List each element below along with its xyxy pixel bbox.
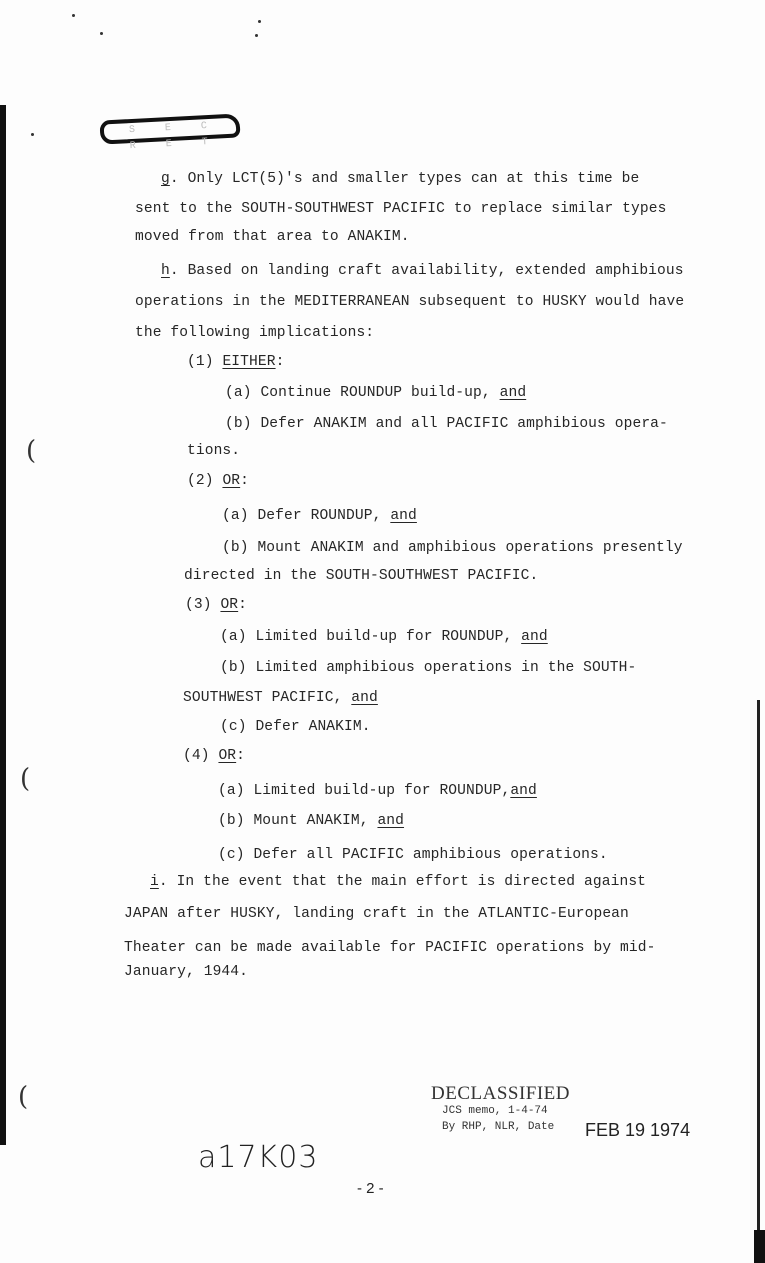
- scan-speck: [31, 133, 34, 136]
- option-1b-continued: tions.: [187, 443, 241, 459]
- scan-edge-left: [0, 105, 6, 1145]
- option-4-heading: (4) OR:: [183, 748, 246, 764]
- paragraph-i-line-2: JAPAN after HUSKY, landing craft in the ATLANTIC-European: [124, 906, 629, 922]
- paragraph-i-line-3: Theater can be made available for PACIFIC operations by mid-: [124, 940, 656, 956]
- paragraph-g-line-1: g. Only LCT(5)'s and smaller types can at this time be: [161, 171, 640, 187]
- scan-speck: [255, 34, 258, 37]
- paragraph-i-line-4: January, 1944.: [124, 964, 249, 980]
- option-1a: (a) Continue ROUNDUP build-up, and: [225, 385, 527, 401]
- scan-speck: [72, 14, 75, 17]
- page-number: - 2 -: [357, 1180, 384, 1197]
- declassified-by: By RHP, NLR, Date: [442, 1121, 555, 1133]
- scan-speck: [258, 20, 261, 23]
- option-2a: (a) Defer ROUNDUP, and: [222, 508, 417, 524]
- option-3-heading: (3) OR:: [185, 597, 248, 613]
- punch-hole-mark: (: [20, 764, 31, 794]
- option-4b: (b) Mount ANAKIM, and: [218, 813, 405, 829]
- paragraph-h-line-3: the following implications:: [135, 325, 375, 341]
- scan-edge-corner: [754, 1230, 765, 1263]
- scan-edge-right: [757, 700, 760, 1230]
- option-2b-continued: directed in the SOUTH-SOUTHWEST PACIFIC.: [184, 568, 539, 584]
- declassified-authority: JCS memo, 1-4-74: [442, 1105, 548, 1117]
- scan-speck: [100, 32, 103, 35]
- option-2-heading: (2) OR:: [187, 473, 250, 489]
- option-3a: (a) Limited build-up for ROUNDUP, and: [220, 629, 548, 645]
- paragraph-marker: g: [161, 171, 170, 187]
- paragraph-g-line-2: sent to the SOUTH-SOUTHWEST PACIFIC to replace similar types: [135, 201, 667, 217]
- option-3b: (b) Limited amphibious operations in the SOUTH-: [220, 660, 637, 676]
- declassified-stamp-title: DECLASSIFIED: [431, 1083, 571, 1104]
- option-4c: (c) Defer all PACIFIC amphibious operations.: [218, 847, 608, 863]
- paragraph-i-line-1: i. In the event that the main effort is directed against: [150, 874, 647, 890]
- option-4a: (a) Limited build-up for ROUNDUP,and: [218, 783, 537, 799]
- handwritten-note: a17K03: [198, 1140, 319, 1175]
- declassified-date-stamp: FEB 19 1974: [585, 1120, 691, 1140]
- option-3c: (c) Defer ANAKIM.: [220, 719, 371, 735]
- punch-hole-mark: (: [26, 436, 37, 466]
- secret-classification-stamp: S E C R E T: [99, 113, 240, 144]
- paragraph-h-line-1: h. Based on landing craft availability, extended amphibious: [161, 263, 684, 279]
- option-3b-continued: SOUTHWEST PACIFIC, and: [183, 690, 378, 706]
- paragraph-h-line-2: operations in the MEDITERRANEAN subsequent to HUSKY would have: [135, 294, 685, 310]
- option-1b: (b) Defer ANAKIM and all PACIFIC amphibious opera-: [225, 416, 668, 432]
- paragraph-marker: h: [161, 263, 170, 279]
- punch-hole-mark: (: [18, 1082, 29, 1112]
- paragraph-g-line-3: moved from that area to ANAKIM.: [135, 229, 410, 245]
- paragraph-marker: i: [150, 874, 159, 890]
- option-2b: (b) Mount ANAKIM and amphibious operations presently: [222, 540, 683, 556]
- option-1-heading: (1) EITHER:: [187, 354, 285, 370]
